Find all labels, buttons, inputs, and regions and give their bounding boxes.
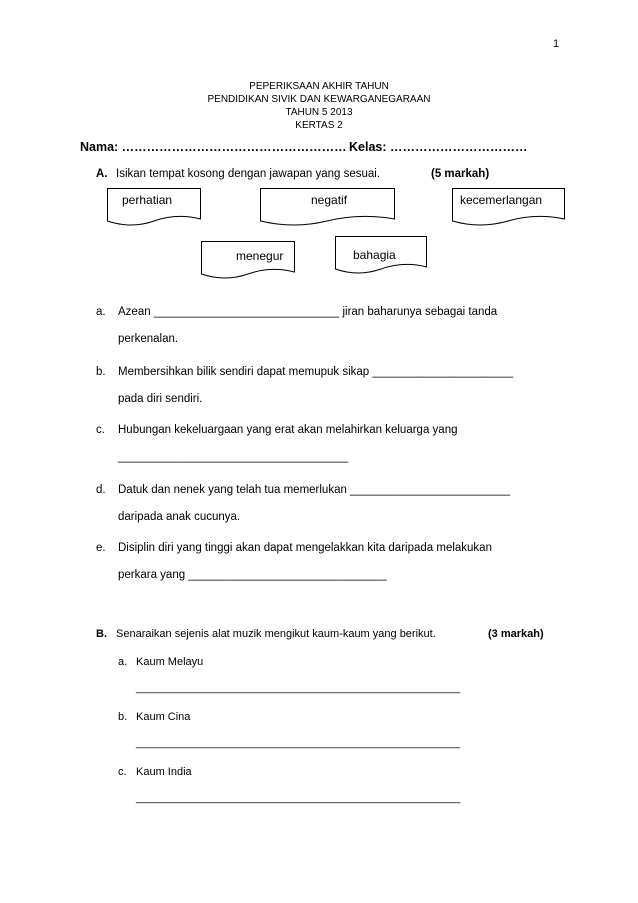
question-d-line1: Datuk dan nenek yang telah tua memerlukan _________________________ [118, 484, 510, 496]
section-a-instruction: Isikan tempat kosong dengan jawapan yang sesuai. [116, 168, 381, 180]
word-kecemerlangan: kecemerlangan [460, 193, 543, 207]
question-e-line1: Disiplin diri yang tinggi akan dapat mengelakkan kita daripada melakukan [118, 542, 492, 554]
item-a-label: Kaum Melayu [136, 656, 204, 668]
item-a-answer-line: _____________________________________________________ [136, 682, 461, 694]
question-b-line1: Membersihkan bilik sendiri dapat memupuk sikap ______________________ [118, 366, 514, 378]
question-b-letter: b. [96, 366, 106, 378]
item-b-letter: b. [118, 711, 128, 723]
question-a-line2: perkenalan. [118, 333, 179, 345]
question-d-line2: daripada anak cucunya. [118, 511, 241, 523]
subject-title: PENDIDIKAN SIVIK DAN KEWARGANEGARAAN [207, 94, 431, 105]
question-a-line1: Azean _____________________________ jiran baharunya sebagai tanda [118, 306, 498, 318]
word-negatif: negatif [311, 193, 348, 207]
word-perhatian: perhatian [122, 193, 173, 207]
question-e-letter: e. [96, 542, 106, 554]
question-e-line2: perkara yang _______________________________ [118, 569, 387, 581]
question-c-line1: Hubungan kekeluargaan yang erat akan melahirkan keluarga yang [118, 424, 458, 436]
section-b-marks: (3 markah) [488, 628, 544, 640]
question-d-letter: d. [96, 484, 106, 496]
word-box-bahagia [335, 236, 427, 276]
question-a-letter: a. [96, 306, 106, 318]
item-b-label: Kaum Cina [136, 711, 191, 723]
section-a-marks: (5 markah) [431, 168, 490, 180]
word-box-negatif [260, 188, 395, 228]
item-c-letter: c. [118, 766, 127, 778]
item-c-label: Kaum India [136, 766, 192, 778]
year-title: TAHUN 5 2013 [285, 107, 353, 118]
item-c-answer-line: _____________________________________________________ [136, 792, 461, 804]
section-b-instruction: Senaraikan sejenis alat muzik mengikut kaum-kaum yang berikut. [116, 628, 436, 640]
question-c-line2: ____________________________________ [118, 451, 349, 463]
exam-title: PEPERIKSAAN AKHIR TAHUN [249, 81, 389, 92]
word-box-perhatian [107, 188, 201, 228]
word-bahagia: bahagia [353, 248, 396, 262]
section-a-letter: A. [96, 168, 108, 180]
paper-title: KERTAS 2 [295, 120, 343, 131]
class-field-label: Kelas: …………………………… [349, 140, 528, 154]
item-a-letter: a. [118, 656, 128, 668]
question-b-line2: pada diri sendiri. [118, 393, 203, 405]
word-menegur: menegur [236, 249, 284, 263]
word-box-menegur [201, 241, 295, 281]
item-b-answer-line: _____________________________________________________ [136, 737, 461, 749]
section-b-letter: B. [96, 628, 107, 640]
page-number: 1 [553, 38, 560, 50]
word-box-kecemerlangan [452, 188, 565, 228]
name-field-label: Nama: ……………………………………………… [80, 140, 347, 154]
question-c-letter: c. [96, 424, 105, 436]
